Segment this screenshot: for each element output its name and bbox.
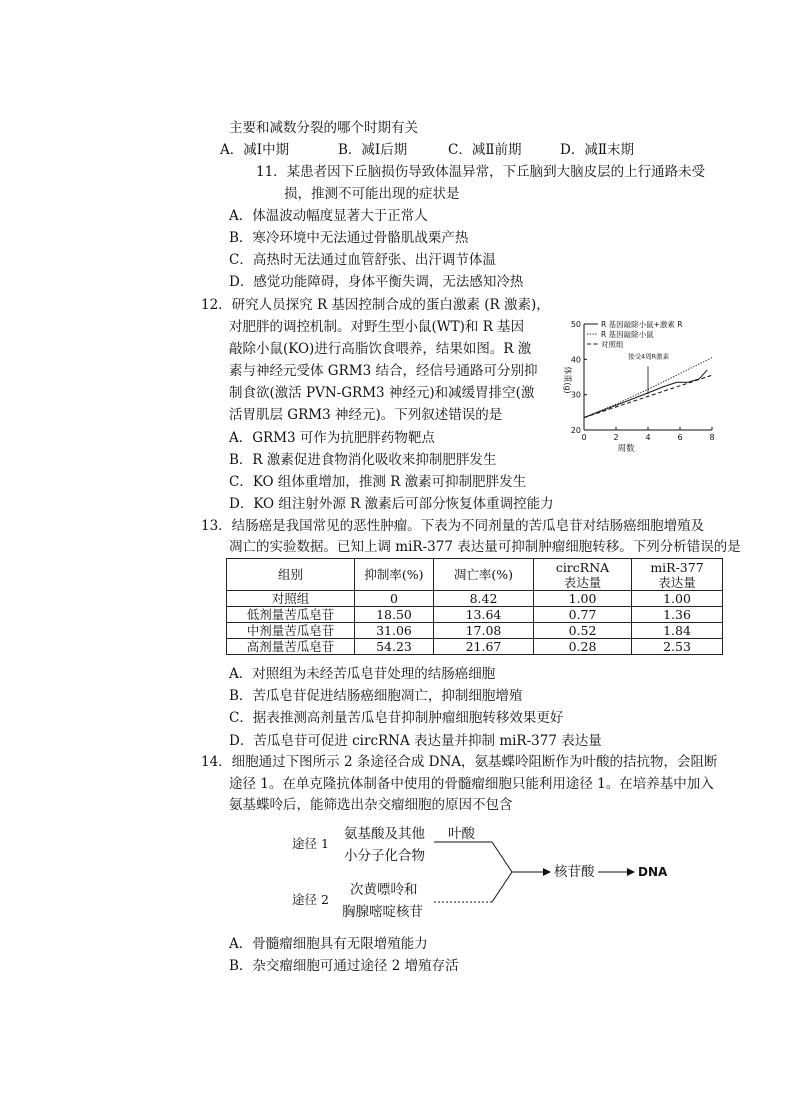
table-cell: 17.08 [434,623,534,639]
path2-substrate-1: 次黄嘌呤和 [350,882,418,898]
x-axis-label: 周数 [617,444,635,454]
q10-option-a: A．减Ⅰ中期 [220,142,290,158]
q13-stem-line-2: 凋亡的实验数据。已知上调 miR-377 表达量可抑制肿瘤细胞转移。下列分析错误的是 [229,539,741,555]
q10-options [220,141,634,159]
q13-option-b: B．苦瓜皂苷促进结肠癌细胞凋亡，抑制细胞增殖 [229,688,523,704]
q14-option-a: A．骨髓瘤细胞具有无限增殖能力 [229,936,428,952]
table-header-cell: 凋亡率(%) [434,559,534,591]
path2-converge-line [492,872,512,902]
y-tick-label: 20 [570,426,581,435]
q13-option-a: A．对照组为未经苦瓜皂苷处理的结肠癌细胞 [229,666,496,682]
table-cell: 0.77 [534,607,632,623]
q12-option-a: A．GRM3 可作为抗肥胖药物靶点 [229,430,435,446]
y-tick-label: 30 [570,390,581,400]
legend-label: R 基因敲除小鼠+激素 R [601,320,683,329]
q12-option-b: B．R 激素促进食物消化吸收来抑制肥胖发生 [229,452,497,468]
table-row [227,623,723,639]
body-weight-chart [556,312,722,454]
q11-option-d: D．感觉功能障碍，身体平衡失调，无法感知冷热 [229,274,524,290]
table-cell: 31.06 [355,623,434,639]
q14-stem-line-2: 途径 1。在单克隆抗体制备中使用的骨髓瘤细胞只能利用途径 1。在培养基中加入 [229,776,714,792]
q10-continuation: 主要和减数分裂的哪个时期有关 [229,120,418,136]
q12-option-c: C．KO 组体重增加，推测 R 激素可抑制肥胖发生 [229,474,527,490]
q12-stem-line-1: 12．研究人员探究 R 基因控制合成的蛋白激素 (R 激素)， [201,297,550,313]
q13-option-d: D．苦瓜皂苷可促进 circRNA 表达量并抑制 miR-377 表达量 [229,733,602,749]
path1-converge-line [492,842,512,872]
path1-label: 途径 1 [292,836,329,851]
table-header-cell: circRNA 表达量 [534,559,632,591]
q13-option-c: C．据表推测高剂量苦瓜皂苷抑制肿瘤细胞转移效果更好 [229,710,564,726]
table-row [227,639,723,655]
table-cell: 0.52 [534,623,632,639]
table-cell: 8.42 [434,591,534,607]
q14-stem-line-3: 氨基蝶呤后，能筛选出杂交瘤细胞的原因不包含 [229,797,513,813]
q12-stem-line-3: 敲除小鼠(KO)进行高脂饮食喂养，结果如图。R 激 [229,341,532,357]
x-tick-label: 8 [709,433,715,442]
q12-stem-line-5: 制食欲(激活 PVN-GRM3 神经元)和减缓胃排空(激 [229,385,535,401]
q11-stem-line-1: 11．某患者因下丘脑损伤导致体温异常，下丘脑到大脑皮层的上行通路未受 [256,164,706,180]
q11-stem-line-2: 损，推测不可能出现的症状是 [284,186,460,202]
y-axis-label: 体重(g) [563,366,572,394]
table-cell: 21.67 [434,639,534,655]
table-cell: 18.50 [355,607,434,623]
table-cell: 0 [355,591,434,607]
y-tick-label: 40 [570,355,581,365]
annotation-label: 接受4周R激素 [628,352,670,361]
table-cell: 1.00 [534,591,632,607]
path1-substrate-2: 小分子化合物 [344,848,425,864]
q13-stem-line-1: 13．结肠癌是我国常见的恶性肿瘤。下表为不同剂量的苦瓜皂苷对结肠癌细胞增殖及 [201,518,705,534]
q12-option-d: D．KO 组注射外源 R 激素后可部分恢复体重调控能力 [229,496,554,512]
table-cell: 1.36 [632,607,723,623]
q12-stem-line-6: 活胃肌层 GRM3 神经元)。下列叙述错误的是 [229,407,503,423]
x-tick-label: 6 [677,433,683,442]
q14-option-b: B．杂交瘤细胞可通过途径 2 增殖存活 [229,958,459,974]
table-cell: 对照组 [227,591,355,607]
table-cell: 低剂量苦瓜皂苷 [227,607,355,623]
table-header-cell: miR-377 表达量 [632,559,723,591]
dna-label: DNA [638,865,668,879]
q12-stem-line-4: 素与神经元受体 GRM3 结合，经信号通路可分别抑 [229,363,538,379]
legend-label: 对照组 [601,340,624,349]
q11-option-a: A．体温波动幅度显著大于正常人 [229,208,428,224]
path2-label: 途径 2 [292,892,329,907]
legend-label: R 基因敲除小鼠 [601,330,654,339]
q11-option-c: C．高热时无法通过血管舒张、出汗调节体温 [229,252,496,268]
table-cell: 1.00 [632,591,723,607]
dna-synthesis-pathway-diagram [280,822,700,922]
x-tick-label: 2 [613,433,619,442]
q13-data-table [226,558,723,655]
folic-acid-label: 叶酸 [448,826,475,842]
q11-option-b: B．寒冷环境中无法通过骨骼肌战栗产热 [229,230,469,246]
table-cell: 13.64 [434,607,534,623]
q10-option-b: B．减Ⅰ后期 [338,142,408,158]
table-cell: 0.28 [534,639,632,655]
table-cell: 2.53 [632,639,723,655]
q10-option-d: D．减Ⅱ末期 [560,142,634,158]
nucleotide-label: 核苷酸 [554,864,595,880]
path2-substrate-2: 胸腺嘧啶核苷 [342,904,423,920]
table-cell: 54.23 [355,639,434,655]
table-header-cell: 组别 [227,559,355,591]
x-tick-label: 0 [581,433,587,442]
table-row [227,607,723,623]
table-cell: 中剂量苦瓜皂苷 [227,623,355,639]
table-header-row [227,559,723,591]
x-tick-label: 4 [645,433,651,442]
path1-substrate-1: 氨基酸及其他 [344,826,425,842]
table-cell: 高剂量苦瓜皂苷 [227,639,355,655]
table-header-cell: 抑制率(%) [355,559,434,591]
table-row [227,591,723,607]
q12-stem-line-2: 对肥胖的调控机制。对野生型小鼠(WT)和 R 基因 [229,319,525,335]
q14-stem-line-1: 14．细胞通过下图所示 2 条途径合成 DNA，氨基蝶呤阻断作为叶酸的拮抗物，会阻断 [201,754,718,770]
y-tick-label: 50 [570,320,581,329]
series-line [584,370,707,418]
q10-option-c: C．减Ⅱ前期 [448,142,522,158]
table-cell: 1.84 [632,623,723,639]
